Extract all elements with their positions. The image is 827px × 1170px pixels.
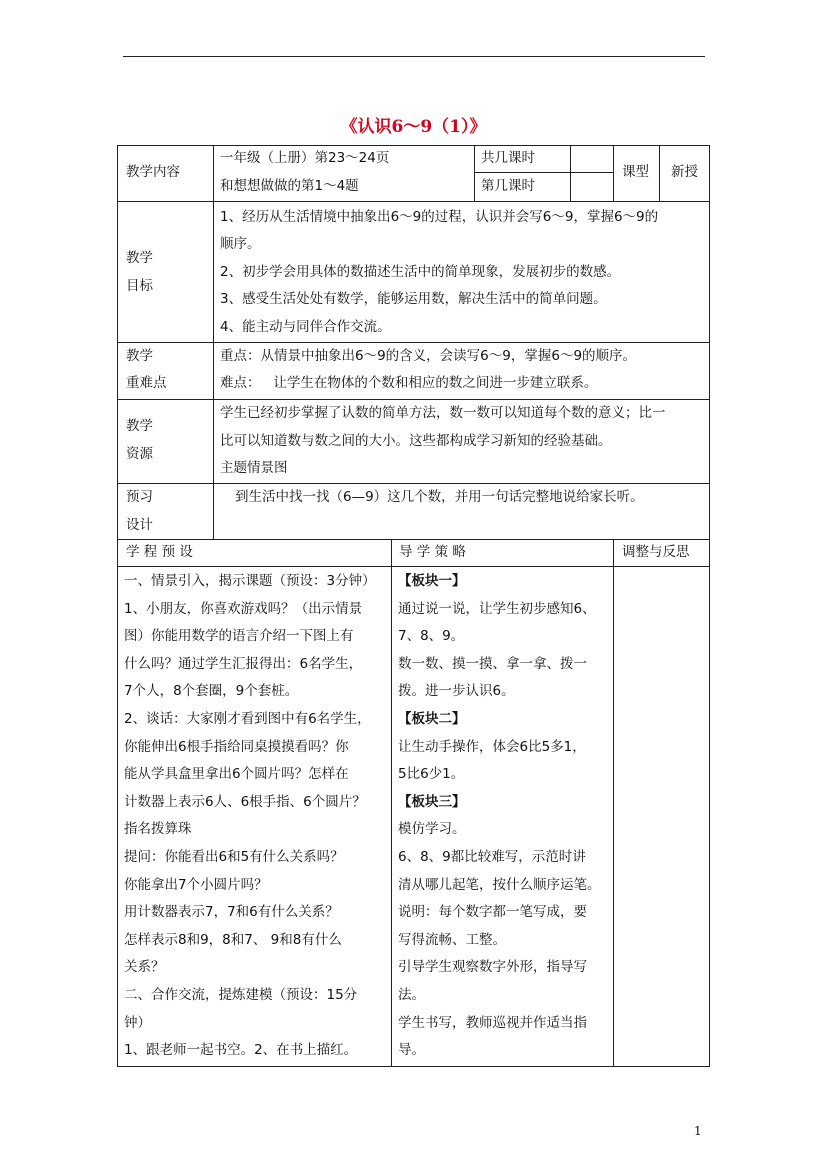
strategy-line: 5比6少1。 <box>398 766 465 783</box>
strategy-line: 法。 <box>398 987 425 1003</box>
strategy-line: 模仿学习。 <box>398 821 466 838</box>
process-line: 能从学具盒里拿出6个圆片吗？怎样在 <box>124 766 349 783</box>
strategy-line: 拨。进一步认识6。 <box>398 683 515 700</box>
strategy-line: 清从哪儿起笔，按什么顺序运笔。 <box>398 876 601 893</box>
process-line: 钟） <box>124 1014 151 1031</box>
process-line: 用计数器表示7，7和6有什么关系？ <box>124 904 339 921</box>
resources-label-2: 资源 <box>126 446 153 462</box>
objective-line: 2、初步学会用具体的数描述生活中的简单现象，发展初步的数感。 <box>220 264 621 280</box>
process-line: 二、合作交流，提炼建模（预设：15分 <box>124 987 358 1003</box>
difficulty-line: 难点： 让学生在物体的个数和相应的数之间进一步建立联系。 <box>220 375 598 391</box>
lesson-type-label: 课型 <box>622 164 649 180</box>
preview-label-1: 预习 <box>126 489 153 505</box>
process-line: 提问：你能看出6和5有什么关系吗？ <box>124 849 344 865</box>
key-point-line: 重点：从情景中抽象出6～9的含义，会读写6～9，掌握6～9的顺序。 <box>220 348 637 364</box>
strategy-line: 写得流畅、工整。 <box>398 931 506 948</box>
column-process: 学 程 预 设 <box>126 544 193 560</box>
strategy-line: 通过说一说，让学生初步感知6、 <box>398 600 596 617</box>
process-line: 指名拨算珠 <box>124 821 192 838</box>
keypoints-label-2: 重难点 <box>126 375 167 391</box>
objective-line: 1、经历从生活情境中抽象出6～9的过程，认识并会写6～9，掌握6～9的 <box>220 209 659 225</box>
process-line: 什么吗？通过学生汇报得出：6名学生， <box>124 655 363 672</box>
preview-text: 到生活中找一找（6—9）这几个数，并用一句话完整地说给家长听。 <box>235 489 644 505</box>
process-line: 7个人，8个套圈，9个套桩。 <box>124 683 299 700</box>
resource-line: 主题情景图 <box>220 460 288 476</box>
strategy-line: 7、8、9。 <box>398 628 465 645</box>
strategy-line: 让生动手操作，体会6比5多1， <box>398 738 586 755</box>
objective-line: 4、能主动与同伴合作交流。 <box>220 319 391 335</box>
resources-label-1: 教学 <box>126 418 153 434</box>
column-strategy: 导 学 策 略 <box>399 544 466 560</box>
content-line-2: 和想想做做的第1～4题 <box>220 178 359 194</box>
header-rule <box>123 56 705 57</box>
page-number: 1 <box>694 1124 702 1138</box>
process-line: 1、跟老师一起书空。2、在书上描红。 <box>124 1042 358 1059</box>
strategy-line: 导。 <box>398 1042 425 1059</box>
objective-line: 顺序。 <box>220 236 261 252</box>
strategy-section-heading: 【板块二】 <box>398 711 466 727</box>
content-line-1: 一年级（上册）第23～24页 <box>220 150 390 166</box>
strategy-section-heading: 【板块三】 <box>398 793 466 810</box>
column-reflection: 调整与反思 <box>622 544 690 560</box>
objectives-label-2: 目标 <box>126 278 153 294</box>
strategy-line: 说明：每个数字都一笔写成，要 <box>398 904 587 921</box>
resource-line: 学生已经初步掌握了认数的简单方法，数一数可以知道每个数的意义；比一 <box>220 405 666 421</box>
total-periods-label: 共几课时 <box>481 150 535 166</box>
process-line: 关系？ <box>124 959 165 976</box>
strategy-section-heading: 【板块一】 <box>398 573 466 589</box>
period-number-label: 第几课时 <box>481 178 535 194</box>
process-line: 1、小朋友，你喜欢游戏吗？（出示情景 <box>124 600 363 617</box>
strategy-line: 数一数、摸一摸、拿一拿、拨一 <box>398 655 587 672</box>
preview-label-2: 设计 <box>126 517 153 533</box>
objective-line: 3、感受生活处处有数学，能够运用数，解决生活中的简单问题。 <box>220 291 607 307</box>
process-line: 图）你能用数学的语言介绍一下图上有 <box>124 628 354 645</box>
document-title: 《认识6～9（1）》 <box>340 117 487 137</box>
lesson-type-value: 新授 <box>671 164 698 180</box>
process-line: 一、情景引入，揭示课题（预设：3分钟） <box>124 573 376 589</box>
objectives-label-1: 教学 <box>126 250 153 266</box>
process-line: 2、谈话：大家刚才看到图中有6名学生， <box>124 711 371 727</box>
process-line: 计数器上表示6人、6根手指、6个圆片？ <box>124 793 366 810</box>
resource-line: 比可以知道数与数之间的大小。这些都构成学习新知的经验基础。 <box>220 433 612 449</box>
strategy-line: 引导学生观察数字外形，指导写 <box>398 959 587 976</box>
strategy-line: 6、8、9都比较难写，示范时讲 <box>398 849 586 865</box>
content-label: 教学内容 <box>126 164 180 180</box>
process-line: 怎样表示8和9，8和7、 9和8有什么 <box>124 931 342 948</box>
process-line: 你能伸出6根手指给同桌摸摸看吗？你 <box>124 738 349 755</box>
process-line: 你能拿出7个小圆片吗？ <box>124 876 268 893</box>
strategy-line: 学生书写，教师巡视并作适当指 <box>398 1014 587 1031</box>
keypoints-label-1: 教学 <box>126 348 153 364</box>
